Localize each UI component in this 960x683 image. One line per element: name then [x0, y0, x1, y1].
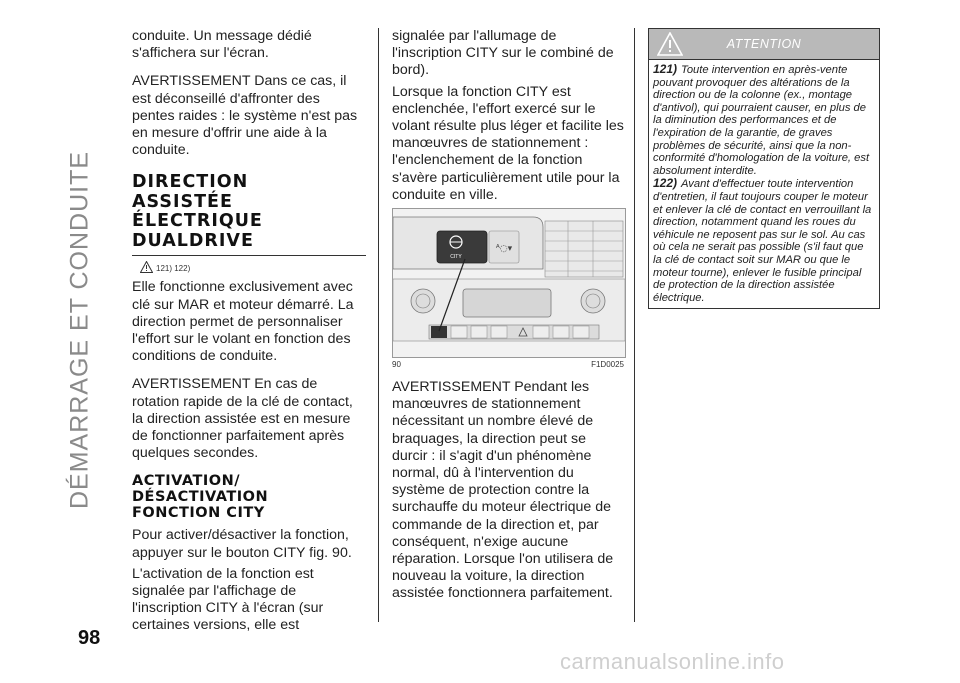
figure-number: 90	[392, 360, 401, 370]
heading-line: ASSISTÉE	[132, 191, 233, 212]
dashboard-figure	[392, 208, 626, 358]
attention-body	[649, 59, 879, 308]
heading-line: ÉLECTRIQUE	[132, 211, 263, 232]
attention-item-number: 122)	[653, 176, 678, 191]
dashboard-illustration	[393, 209, 625, 357]
attention-item-text: Toute intervention en après-vente pouvant provoquer des altérations de la direction ou de la colonne (ex., montage d'antivol), qui pourraient causer, en plus de la diminution des performances et de l'expiration de la garantie, de graves problèmes de sécurité, ainsi que la non-conformité d'homologation de la voiture, est absolument interdite.	[653, 64, 870, 177]
column-divider	[378, 28, 379, 622]
warning-refs-text: 121) 122)	[156, 264, 191, 274]
figure-caption	[392, 360, 624, 369]
figure-code: F1D0025	[591, 360, 624, 370]
column-2	[392, 28, 624, 614]
heading-line: ACTIVATION/	[132, 473, 241, 490]
column-1	[132, 28, 366, 646]
paragraph: signalée par l'allumage de l'inscription CITY sur le combiné de bord).	[392, 28, 614, 79]
paragraph-warning: AVERTISSEMENT En cas de rotation rapide de la clé de contact, la direction assistée est en mesure de fonctionner parfaitement après quelques secondes.	[132, 376, 353, 462]
side-title-text: DÉMARRAGE ET CONDUITE	[65, 150, 94, 510]
paragraph: Pour activer/désactiver la fonction, appuyer sur le bouton CITY fig. 90.	[132, 527, 352, 561]
attention-item	[653, 63, 875, 177]
paragraph-warning: AVERTISSEMENT Pendant les manœuvres de stationnement nécessitant un nombre élevé de braquages, la direction peut se durcir : il s'agit d'un phénomène normal, dû à l'intervention du système de protection contre la surchauffe du moteur électrique de commande de la direction et, par conséquent, n'exige aucune réparation. Lorsque l'on utilisera de nouveau la voiture, la direction assistée fonctionnera parfaitement.	[392, 379, 614, 602]
column-divider	[634, 28, 635, 622]
svg-text:ᴬ◌▾: ᴬ◌▾	[495, 244, 513, 255]
footer-watermark: carmanualsonline.info	[560, 649, 785, 674]
heading-line: DUALDRIVE	[132, 230, 254, 251]
attention-box	[648, 28, 880, 309]
heading-line: FONCTION CITY	[132, 505, 265, 522]
attention-title: ATTENTION	[726, 37, 802, 51]
section-heading	[132, 173, 366, 251]
city-button-label: CITY	[450, 254, 462, 261]
city-button	[437, 231, 487, 263]
attention-header	[649, 29, 879, 59]
subsection-heading	[132, 473, 366, 521]
warning-references	[156, 264, 366, 273]
heading-line: DIRECTION	[132, 172, 249, 193]
paragraph: L'activation de la fonction est signalée par l'affichage de l'inscription CITY à l'écran (sur certaines versions, elle est	[132, 565, 324, 634]
heading-line: DÉSACTIVATION	[132, 489, 269, 506]
column-3	[648, 28, 878, 309]
warning-triangle-icon	[140, 261, 153, 273]
attention-item	[653, 177, 875, 304]
page-number: 98	[78, 627, 101, 649]
attention-item-text: Avant d'effectuer toute intervention d'entretien, il faut toujours couper le moteur et enlever la clé de contact en verrouillant la direction, notamment quand les roues du véhicule ne reposent pas sur le sol. Au cas où cela ne serait pas possible (s'il faut que la clé de contact soit sur MAR ou que le moteur tourne), enlever le fusible principal de protection de la direction assistée électrique.	[653, 178, 872, 304]
paragraph: conduite. Un message dédié s'affichera sur l'écran.	[132, 28, 312, 62]
attention-item-number: 121)	[653, 62, 678, 76]
paragraph: Elle fonctionne exclusivement avec clé sur MAR et moteur démarré. La direction permet de personnaliser l'effort sur le volant en fonction des conditions de conduite.	[132, 279, 354, 365]
heading-rule	[132, 255, 366, 256]
paragraph-warning: AVERTISSEMENT Dans ce cas, il est déconseillé d'affronter des pentes raides : le système n'est pas en mesure d'offrir une aide à la conduite.	[132, 73, 358, 159]
paragraph: Lorsque la fonction CITY est enclenchée, l'effort exercé sur le volant résulte plus léger et facilite les manœuvres de stationnement : l'enclenchement de la fonction s'avère particulièrement utile pour la conduite en ville.	[392, 83, 624, 203]
